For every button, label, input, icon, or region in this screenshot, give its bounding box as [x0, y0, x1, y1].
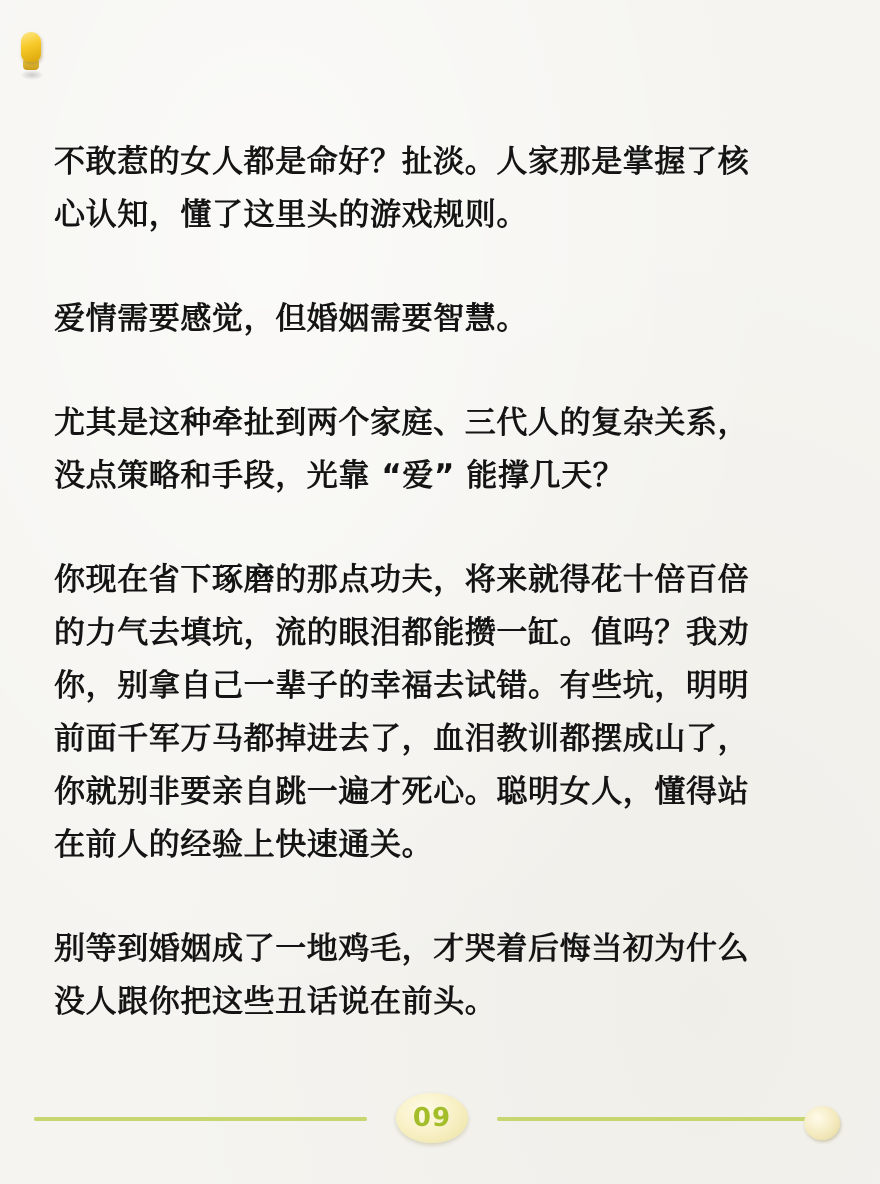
pushpin-icon [20, 32, 42, 80]
paragraph: 尤其是这种牵扯到两个家庭、三代人的复杂关系， 没点策略和手段，光靠 “爱” 能撑几天？ [54, 405, 750, 494]
page-number-badge [396, 1093, 468, 1143]
article-body [54, 136, 824, 1080]
paragraph: 别等到婚姻成了一地鸡毛，才哭着后悔当初为什么 没人跟你把这些丑话说在前头。 [54, 931, 750, 1020]
page-number: 09 [412, 1103, 452, 1133]
bead-icon [804, 1106, 840, 1140]
footer-divider-left [34, 1117, 367, 1121]
footer-divider-right [497, 1117, 807, 1121]
paragraph: 爱情需要感觉，但婚姻需要智慧。 [54, 301, 528, 337]
paragraph: 你现在省下琢磨的那点功夫，将来就得花十倍百倍 的力气去填坑，流的眼泪都能攒一缸。值吗？我劝 你，别拿自己一辈子的幸福去试错。有些坑，明明 前面千军万马都掉进去了，血泪教训都摆成山了， 你就别非要亲自跳一遍才死心。聪明女人，懂得站 在前人的经验上快速通关。 [54, 562, 750, 863]
paragraph: 不敢惹的女人都是命好？扯淡。人家那是掌握了核 心认知，懂了这里头的游戏规则。 [54, 144, 750, 233]
